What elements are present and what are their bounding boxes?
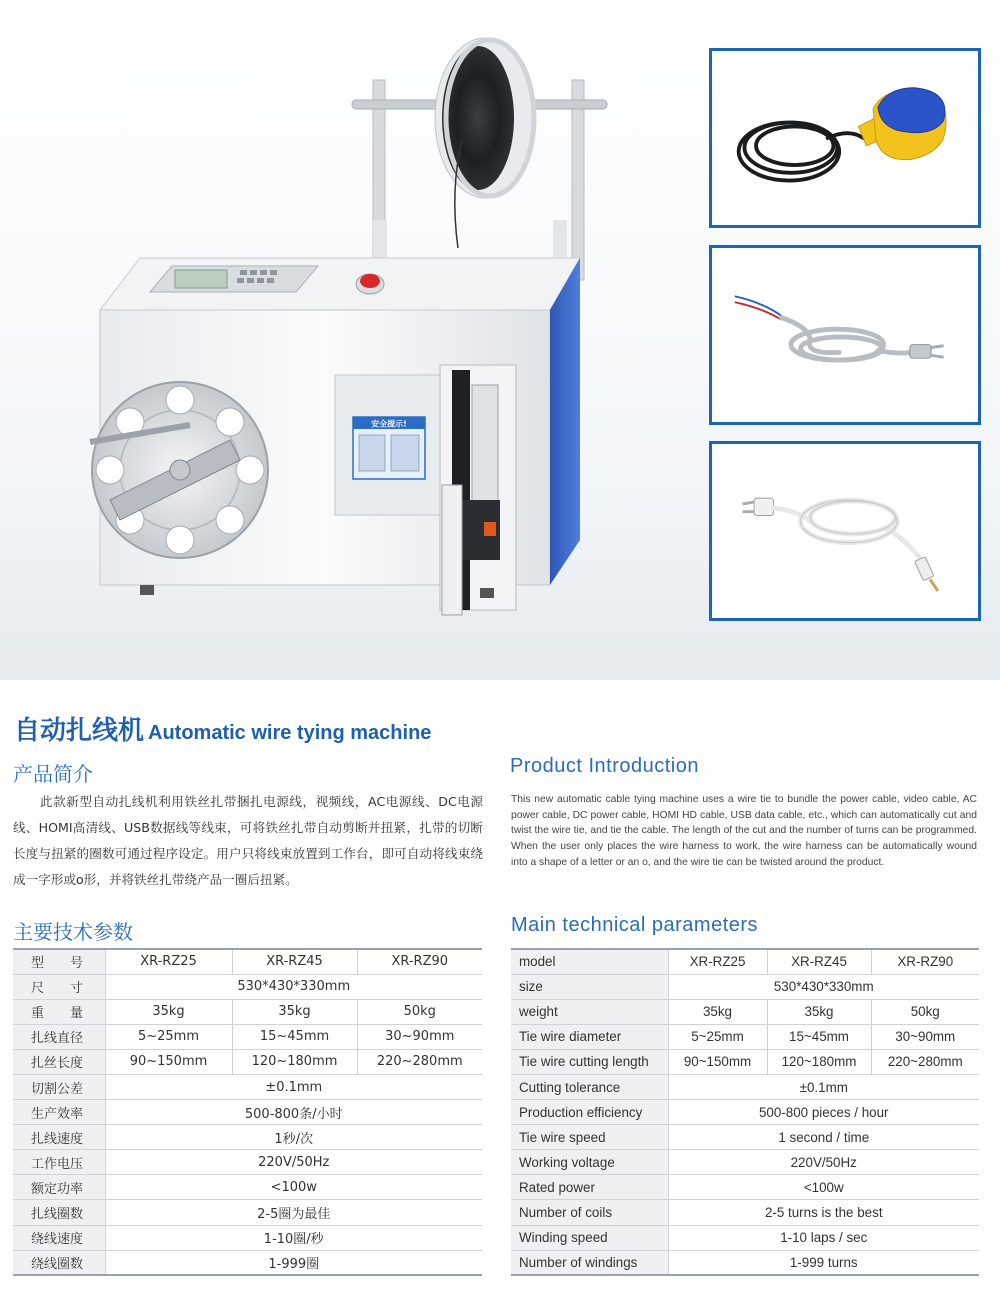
spec-value: ±0.1mm bbox=[105, 1074, 482, 1099]
spec-value: XR-RZ45 bbox=[232, 949, 357, 974]
table-row bbox=[13, 1049, 482, 1074]
spec-value: 50kg bbox=[871, 999, 979, 1024]
spec-value: XR-RZ25 bbox=[668, 949, 767, 974]
params-heading-en: Main technical parameters bbox=[511, 914, 759, 936]
spec-label: 扎线圈数 bbox=[13, 1200, 105, 1225]
spec-value: 220~280mm bbox=[357, 1049, 482, 1074]
spec-value: 35kg bbox=[668, 999, 767, 1024]
table-row bbox=[13, 1150, 482, 1175]
spec-value: 1 second / time bbox=[668, 1125, 979, 1150]
spec-value: 1-999圈 bbox=[105, 1250, 482, 1275]
table-row bbox=[511, 1074, 979, 1099]
spec-value: XR-RZ90 bbox=[357, 949, 482, 974]
spec-value: 500-800条/小时 bbox=[105, 1100, 482, 1125]
spec-label: 切割公差 bbox=[13, 1074, 105, 1099]
spec-label: weight bbox=[511, 999, 668, 1024]
table-row bbox=[511, 999, 979, 1024]
spec-value: XR-RZ90 bbox=[871, 949, 979, 974]
spec-value: 500-800 pieces / hour bbox=[668, 1100, 979, 1125]
params-heading-zh: 主要技术参数 bbox=[13, 920, 133, 944]
intro-text-en: This new automatic cable tying machine uses a wire tie to bundle the power cable, video cable, AC power cable, DC power cable, HOMI HD cable, USB data cable, etc., which can automatically cut and twist the wire tie, and tie the cable. The length of the cut and the number of turns can be programmed. When the user only places the wire harness to work, the wire harness can be automatically wound into a shape of a letter or an o, and the wire tie can be twisted around the product. bbox=[511, 794, 977, 868]
spec-value: ±0.1mm bbox=[668, 1074, 979, 1099]
table-row bbox=[511, 1125, 979, 1150]
table-row bbox=[511, 1200, 979, 1225]
spec-value: 1-999 turns bbox=[668, 1250, 979, 1275]
spec-value: 15~45mm bbox=[232, 1024, 357, 1049]
table-row bbox=[511, 1175, 979, 1200]
page-title-zh: 自动扎线机 bbox=[14, 716, 145, 746]
table-row bbox=[511, 1225, 979, 1250]
spec-value: <100w bbox=[105, 1175, 482, 1200]
spec-label: Number of windings bbox=[511, 1250, 668, 1275]
table-row bbox=[511, 1024, 979, 1049]
spec-value: 30~90mm bbox=[357, 1024, 482, 1049]
spec-label: 型 号 bbox=[13, 949, 105, 974]
intro-text-zh: 此款新型自动扎线机利用铁丝扎带捆扎电源线，视频线，AC电源线、DC电源线、HOMI高清线、USB数据线等线束，可将铁丝扎带自动剪断并扭紧，扎带的切断长度与扭紧的圈数可通过程序设定。用户只将线束放置到工作台，即可自动将线束绕成一字形或o形，并将铁丝扎带绕产品一圈后扭紧。 bbox=[13, 794, 483, 887]
spec-label: 生产效率 bbox=[13, 1100, 105, 1125]
table-row bbox=[13, 999, 482, 1024]
spec-label: Cutting tolerance bbox=[511, 1074, 668, 1099]
spec-label: 扎线直径 bbox=[13, 1024, 105, 1049]
table-row bbox=[13, 974, 482, 999]
spec-label: size bbox=[511, 974, 668, 999]
spec-label: 扎丝长度 bbox=[13, 1049, 105, 1074]
spec-label: Tie wire speed bbox=[511, 1125, 668, 1150]
table-row bbox=[13, 1175, 482, 1200]
spec-label: Production efficiency bbox=[511, 1100, 668, 1125]
spec-value: XR-RZ45 bbox=[767, 949, 871, 974]
spec-value: 1-10圈/秒 bbox=[105, 1225, 482, 1250]
spec-value: 530*430*330mm bbox=[668, 974, 979, 999]
table-row bbox=[13, 1024, 482, 1049]
spec-value: 530*430*330mm bbox=[105, 974, 482, 999]
spec-label: 绕线圈数 bbox=[13, 1250, 105, 1275]
spec-value: 220V/50Hz bbox=[105, 1150, 482, 1175]
table-row bbox=[13, 1100, 482, 1125]
spec-value: 120~180mm bbox=[232, 1049, 357, 1074]
table-row bbox=[13, 1200, 482, 1225]
white-power-cable-image bbox=[709, 441, 981, 621]
spec-value: 220V/50Hz bbox=[668, 1150, 979, 1175]
table-row bbox=[511, 949, 979, 974]
spec-value: 90~150mm bbox=[668, 1049, 767, 1074]
spec-value: 2-5圈为最佳 bbox=[105, 1200, 482, 1225]
spec-table-zh bbox=[13, 948, 482, 1276]
spec-value: 5~25mm bbox=[668, 1024, 767, 1049]
spec-label: Winding speed bbox=[511, 1225, 668, 1250]
spec-value: 2-5 turns is the best bbox=[668, 1200, 979, 1225]
table-row bbox=[13, 1225, 482, 1250]
intro-heading-zh: 产品简介 bbox=[13, 762, 93, 786]
page-title bbox=[14, 710, 431, 747]
spec-label: 绕线速度 bbox=[13, 1225, 105, 1250]
spec-value: 35kg bbox=[232, 999, 357, 1024]
table-row bbox=[13, 1250, 482, 1275]
spec-value: 1秒/次 bbox=[105, 1125, 482, 1150]
spec-value: 35kg bbox=[105, 999, 232, 1024]
grey-power-cable-image bbox=[709, 245, 981, 425]
page-title-en: Automatic wire tying machine bbox=[148, 722, 432, 744]
table-row bbox=[511, 1250, 979, 1275]
spec-value: 50kg bbox=[357, 999, 482, 1024]
spec-value: 35kg bbox=[767, 999, 871, 1024]
spec-label: model bbox=[511, 949, 668, 974]
safety-label-text: 安全提示! bbox=[371, 419, 407, 429]
table-row bbox=[511, 1150, 979, 1175]
table-row bbox=[511, 1100, 979, 1125]
table-row bbox=[511, 974, 979, 999]
float-switch-cable-image bbox=[709, 48, 981, 228]
spec-value: XR-RZ25 bbox=[105, 949, 232, 974]
spec-value: 220~280mm bbox=[871, 1049, 979, 1074]
spec-label: 扎线速度 bbox=[13, 1125, 105, 1150]
spec-label: Number of coils bbox=[511, 1200, 668, 1225]
intro-heading-en: Product Introduction bbox=[510, 755, 699, 777]
spec-label: Working voltage bbox=[511, 1150, 668, 1175]
table-row bbox=[13, 1125, 482, 1150]
spec-label: 额定功率 bbox=[13, 1175, 105, 1200]
spec-value: 30~90mm bbox=[871, 1024, 979, 1049]
table-row bbox=[13, 1074, 482, 1099]
spec-label: Rated power bbox=[511, 1175, 668, 1200]
spec-value: 5~25mm bbox=[105, 1024, 232, 1049]
spec-value: 90~150mm bbox=[105, 1049, 232, 1074]
table-row bbox=[13, 949, 482, 974]
spec-label: 尺 寸 bbox=[13, 974, 105, 999]
spec-value: 120~180mm bbox=[767, 1049, 871, 1074]
spec-label: 工作电压 bbox=[13, 1150, 105, 1175]
spec-table-en bbox=[511, 948, 979, 1276]
spec-label: Tie wire diameter bbox=[511, 1024, 668, 1049]
spec-value: <100w bbox=[668, 1175, 979, 1200]
wire-tying-machine-image bbox=[80, 30, 620, 630]
spec-value: 15~45mm bbox=[767, 1024, 871, 1049]
table-row bbox=[511, 1049, 979, 1074]
spec-label: 重 量 bbox=[13, 999, 105, 1024]
spec-label: Tie wire cutting length bbox=[511, 1049, 668, 1074]
spec-value: 1-10 laps / sec bbox=[668, 1225, 979, 1250]
